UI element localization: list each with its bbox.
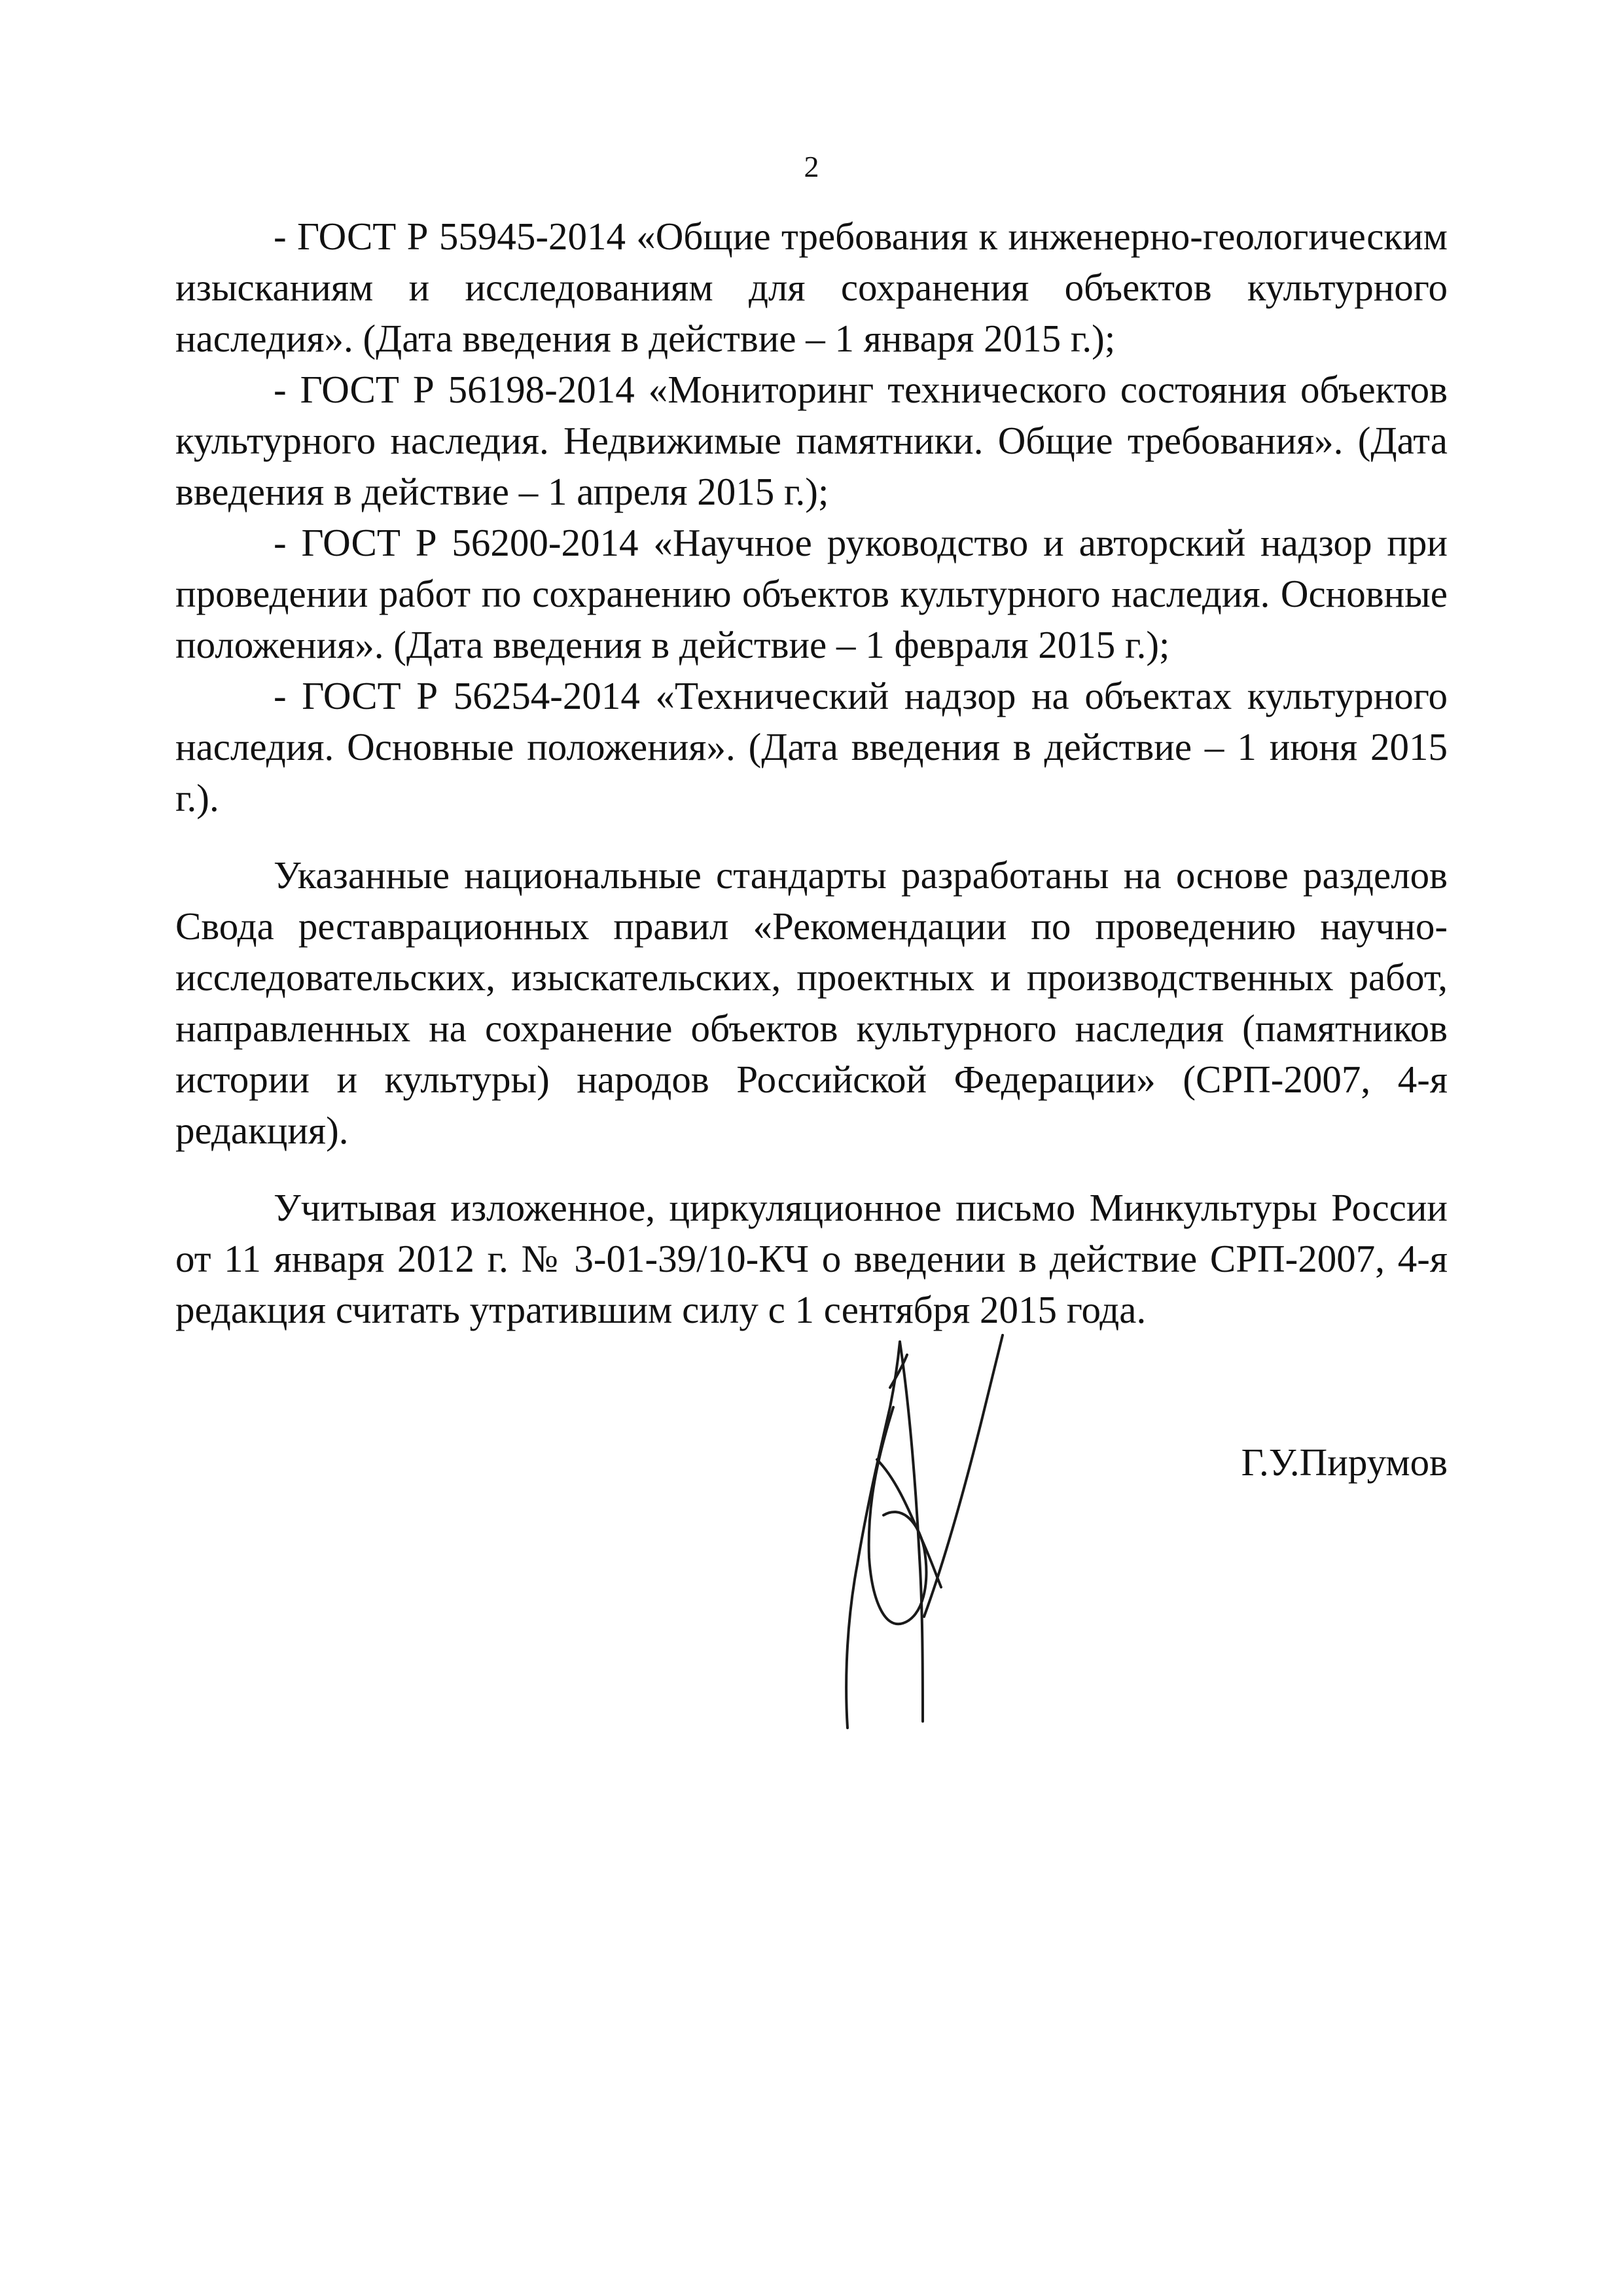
signatory-name: Г.У.Пирумов [1241,1441,1448,1484]
handwritten-signature [785,1309,1047,1767]
standards-basis-paragraph: Указанные национальные стандарты разработаны на основе разделов Свода реставрационных правил «Рекомендации по проведению научно-исследовательских, изыскательских, проектных и производственных работ, направленных на сохранение объектов культурного наследия (памятников истории и культуры) народов Российской Федерации» (СРП-2007, 4-я редакция). [175,853,1448,1152]
gost-55945-item: - ГОСТ Р 55945-2014 «Общие требования к инженерно-геологическим изысканиям и исследованиям для сохранения объектов культурного наследия». (Дата введения в действие – 1 января 2015 г.); [175,215,1448,360]
gost-56198-item: - ГОСТ Р 56198-2014 «Мониторинг технического состояния объектов культурного наследия. Недвижимые памятники. Общие требования». (Дата введения в действие – 1 апреля 2015 г.); [175,368,1448,513]
circular-letter-paragraph: Учитывая изложенное, циркуляционное письмо Минкультуры России от 11 января 2012 г. № 3-01-39/10-КЧ о введении в действие СРП-2007, 4-я редакция считать утратившим силу с 1 сентября 2015 года. [175,1186,1448,1331]
signature-stroke [846,1342,900,1728]
gost-56200-item: - ГОСТ Р 56200-2014 «Научное руководство и авторский надзор при проведении работ по сохранению объектов культурного наследия. Основные положения». (Дата введения в действие – 1 февраля 2015 г.); [175,521,1448,666]
page-number: 2 [804,150,819,183]
gost-56254-item: - ГОСТ Р 56254-2014 «Технический надзор на объектах культурного наследия. Основные положения». (Дата введения в действие – 1 июня 2015 г.). [175,674,1448,819]
signature-stroke [877,1460,941,1587]
letter-body [175,211,1448,1335]
